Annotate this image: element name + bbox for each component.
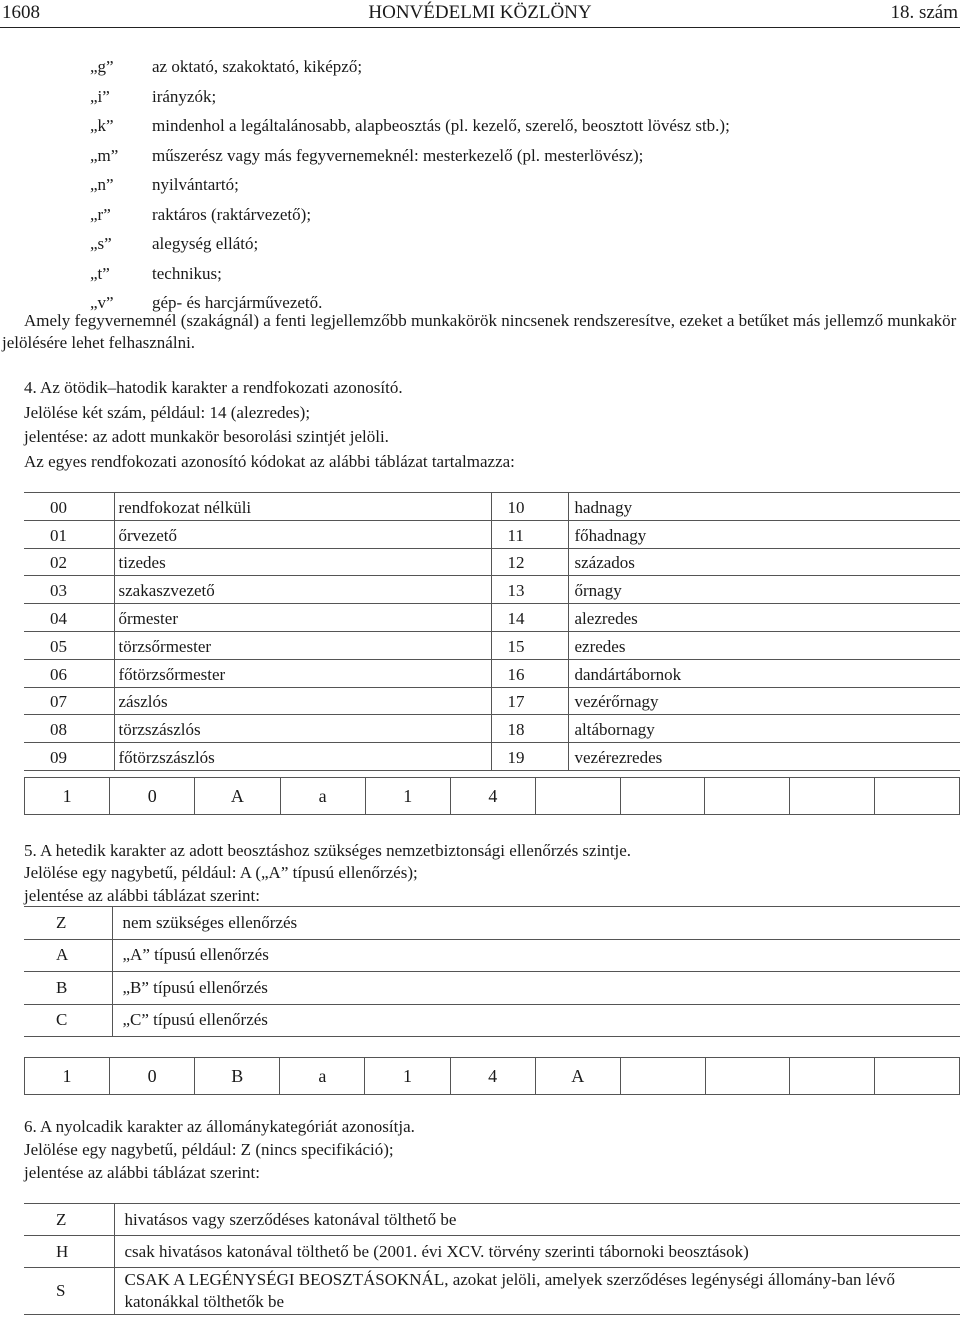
rank-name: ezredes <box>568 631 960 659</box>
code-letter: „i” <box>90 86 110 106</box>
rank-name: őrmester <box>114 604 491 632</box>
security-code: Z <box>24 907 112 940</box>
sequence-cell: 4 <box>450 1058 535 1095</box>
rank-code: 17 <box>491 687 568 715</box>
rank-name: főtörzsőrmester <box>114 659 491 687</box>
sequence-cell <box>790 1058 875 1095</box>
sequence-cell: 0 <box>110 778 195 815</box>
table-row <box>24 972 960 1005</box>
code-letter: „n” <box>90 175 114 194</box>
code-letter: „v” <box>90 293 114 312</box>
sequence-cell: 1 <box>25 1058 110 1095</box>
rank-name: szakaszvezető <box>114 576 491 604</box>
sequence-cell <box>620 1058 705 1095</box>
security-description: „B” típusú ellenőrzés <box>112 972 960 1005</box>
rank-code: 16 <box>491 659 568 687</box>
rank-code: 11 <box>491 520 568 548</box>
code-description: irányzók; <box>152 86 217 106</box>
table-row <box>24 907 960 940</box>
staff-category-table <box>24 1203 960 1315</box>
table-row <box>24 493 960 521</box>
code-description: műszerész vagy más fegyvernemeknél: mesterkezelő (pl. mesterlövész); <box>152 145 644 165</box>
category-description: hivatásos vagy szerződéses katonával tölthető be <box>114 1204 960 1236</box>
table-row <box>24 939 960 972</box>
sequence-cell <box>875 778 960 815</box>
rank-code: 04 <box>24 604 114 632</box>
sequence-cell <box>705 1058 790 1095</box>
code-description: raktáros (raktárvezető); <box>152 204 312 224</box>
rank-code: 00 <box>24 493 114 521</box>
rank-name: zászlós <box>114 687 491 715</box>
table-row <box>24 743 960 771</box>
category-code: Z <box>24 1204 114 1236</box>
sequence-cell: a <box>280 778 365 815</box>
code-description: technikus; <box>152 263 222 283</box>
paragraph-unused-letters: Amely fegyvernemnél (szakágnál) a fenti legjellemzőbb munkakörök nincsenek rendszeresítve, ezeket a betűket más jellemző munkakör jelölésére lehet felhasználni. <box>2 311 957 352</box>
category-description: csak hivatásos katonával tölthető be (2001. évi XCV. törvény szerinti tábornoki beosztások) <box>114 1236 960 1268</box>
sequence-cell <box>535 778 620 815</box>
sequence-cell: B <box>195 1058 280 1095</box>
rank-code: 12 <box>491 548 568 576</box>
rank-code: 13 <box>491 576 568 604</box>
journal-title: HONVÉDELMI KÖZLÖNY <box>368 2 592 23</box>
sequence-cell: 0 <box>110 1058 195 1095</box>
rank-code: 10 <box>491 493 568 521</box>
code-letter: „g” <box>90 57 114 76</box>
rank-code: 09 <box>24 743 114 771</box>
section-6-line-2: jelentése az alábbi táblázat szerint: <box>24 1163 260 1182</box>
sequence-cell <box>790 778 875 815</box>
rank-name: főhadnagy <box>568 520 960 548</box>
rank-name: vezérőrnagy <box>568 687 960 715</box>
rank-code: 01 <box>24 520 114 548</box>
section-5-line-2: jelentése az alábbi táblázat szerint: <box>24 886 260 905</box>
sequence-cell: A <box>535 1058 620 1095</box>
rank-name: őrnagy <box>568 576 960 604</box>
sequence-cell: 1 <box>365 778 450 815</box>
code-letter: „m” <box>90 145 119 165</box>
security-check-table <box>24 906 960 1037</box>
code-sequence-example-1 <box>24 777 960 815</box>
code-description: alegység ellátó; <box>152 234 259 253</box>
code-letter: „s” <box>90 234 112 253</box>
header-rule <box>0 27 960 28</box>
section-5-line-1: Jelölése egy nagybetű, például: A („A” típusú ellenőrzés); <box>24 863 418 882</box>
rank-name: hadnagy <box>568 493 960 521</box>
section-6-line-1: Jelölése egy nagybetű, például: Z (nincs specifikáció); <box>24 1140 394 1159</box>
table-row <box>24 1236 960 1268</box>
rank-name: törzsőrmester <box>114 631 491 659</box>
table-row <box>24 1268 960 1315</box>
code-description: gép- és harcjárművezető. <box>152 293 323 312</box>
security-code: B <box>24 972 112 1005</box>
section-6-title: 6. A nyolcadik karakter az állománykategóriát azonosítja. <box>24 1117 415 1136</box>
section-5-title: 5. A hetedik karakter az adott beosztáshoz szükséges nemzetbiztonsági ellenőrzés szintje. <box>24 841 632 860</box>
rank-name: tizedes <box>114 548 491 576</box>
issue-number: 18. szám <box>890 2 958 23</box>
security-code: C <box>24 1004 112 1037</box>
rank-code: 08 <box>24 715 114 743</box>
sequence-cell: 1 <box>365 1058 450 1095</box>
security-description: „A” típusú ellenőrzés <box>112 939 960 972</box>
code-letter: „k” <box>90 116 114 135</box>
security-description: „C” típusú ellenőrzés <box>112 1004 960 1037</box>
rank-name: százados <box>568 548 960 576</box>
rank-code: 02 <box>24 548 114 576</box>
rank-code: 19 <box>491 743 568 771</box>
sequence-cell: A <box>195 778 280 815</box>
code-description: mindenhol a legáltalánosabb, alapbeosztás (pl. kezelő, szerelő, beosztott lövész stb.); <box>152 116 730 135</box>
category-description: CSAK A LEGÉNYSÉGI BEOSZTÁSOKNÁL, azokat jelöli, amelyek szerződéses legénységi állomány-ban lévő katonákkal tölthetők be <box>114 1268 960 1315</box>
table-row <box>24 604 960 632</box>
table-row <box>24 631 960 659</box>
rank-name: főtörzszászlós <box>114 743 491 771</box>
sequence-cell: 4 <box>450 778 535 815</box>
rank-code: 06 <box>24 659 114 687</box>
category-code: H <box>24 1236 114 1268</box>
rank-name: őrvezető <box>114 520 491 548</box>
code-letter: „t” <box>90 263 110 283</box>
table-row <box>24 659 960 687</box>
section-4-title: 4. Az ötödik–hatodik karakter a rendfokozati azonosító. <box>24 378 403 397</box>
rank-code-table <box>24 492 960 771</box>
table-row <box>24 1004 960 1037</box>
section-4-line-1: Jelölése két szám, például: 14 (alezredes); <box>24 403 311 422</box>
security-description: nem szükséges ellenőrzés <box>112 907 960 940</box>
rank-code: 18 <box>491 715 568 743</box>
rank-name: alezredes <box>568 604 960 632</box>
section-4-line-2: jelentése: az adott munkakör besorolási szintjét jelöli. <box>24 427 389 446</box>
code-sequence-example-2 <box>24 1057 960 1095</box>
rank-name: törzszászlós <box>114 715 491 743</box>
rank-name: rendfokozat nélküli <box>114 493 491 521</box>
code-description: nyilvántartó; <box>152 175 239 194</box>
security-code: A <box>24 939 112 972</box>
rank-name: vezérezredes <box>568 743 960 771</box>
code-letter: „r” <box>90 204 111 224</box>
table-row <box>24 576 960 604</box>
sequence-cell <box>875 1058 960 1095</box>
rank-code: 05 <box>24 631 114 659</box>
table-row <box>24 548 960 576</box>
code-description: az oktató, szakoktató, kiképző; <box>152 57 363 76</box>
table-row <box>24 715 960 743</box>
sequence-cell: 1 <box>25 778 110 815</box>
page-header <box>0 0 960 26</box>
table-row <box>24 1204 960 1236</box>
page-number: 1608 <box>2 2 40 23</box>
table-row <box>24 520 960 548</box>
table-row <box>24 687 960 715</box>
rank-code: 03 <box>24 576 114 604</box>
rank-code: 14 <box>491 604 568 632</box>
sequence-cell: a <box>280 1058 365 1095</box>
rank-name: altábornagy <box>568 715 960 743</box>
rank-name: dandártábornok <box>568 659 960 687</box>
category-code: S <box>24 1268 114 1315</box>
sequence-cell <box>705 778 790 815</box>
sequence-cell <box>620 778 705 815</box>
rank-code: 15 <box>491 631 568 659</box>
section-4-line-3: Az egyes rendfokozati azonosító kódokat az alábbi táblázat tartalmazza: <box>24 452 515 471</box>
rank-code: 07 <box>24 687 114 715</box>
